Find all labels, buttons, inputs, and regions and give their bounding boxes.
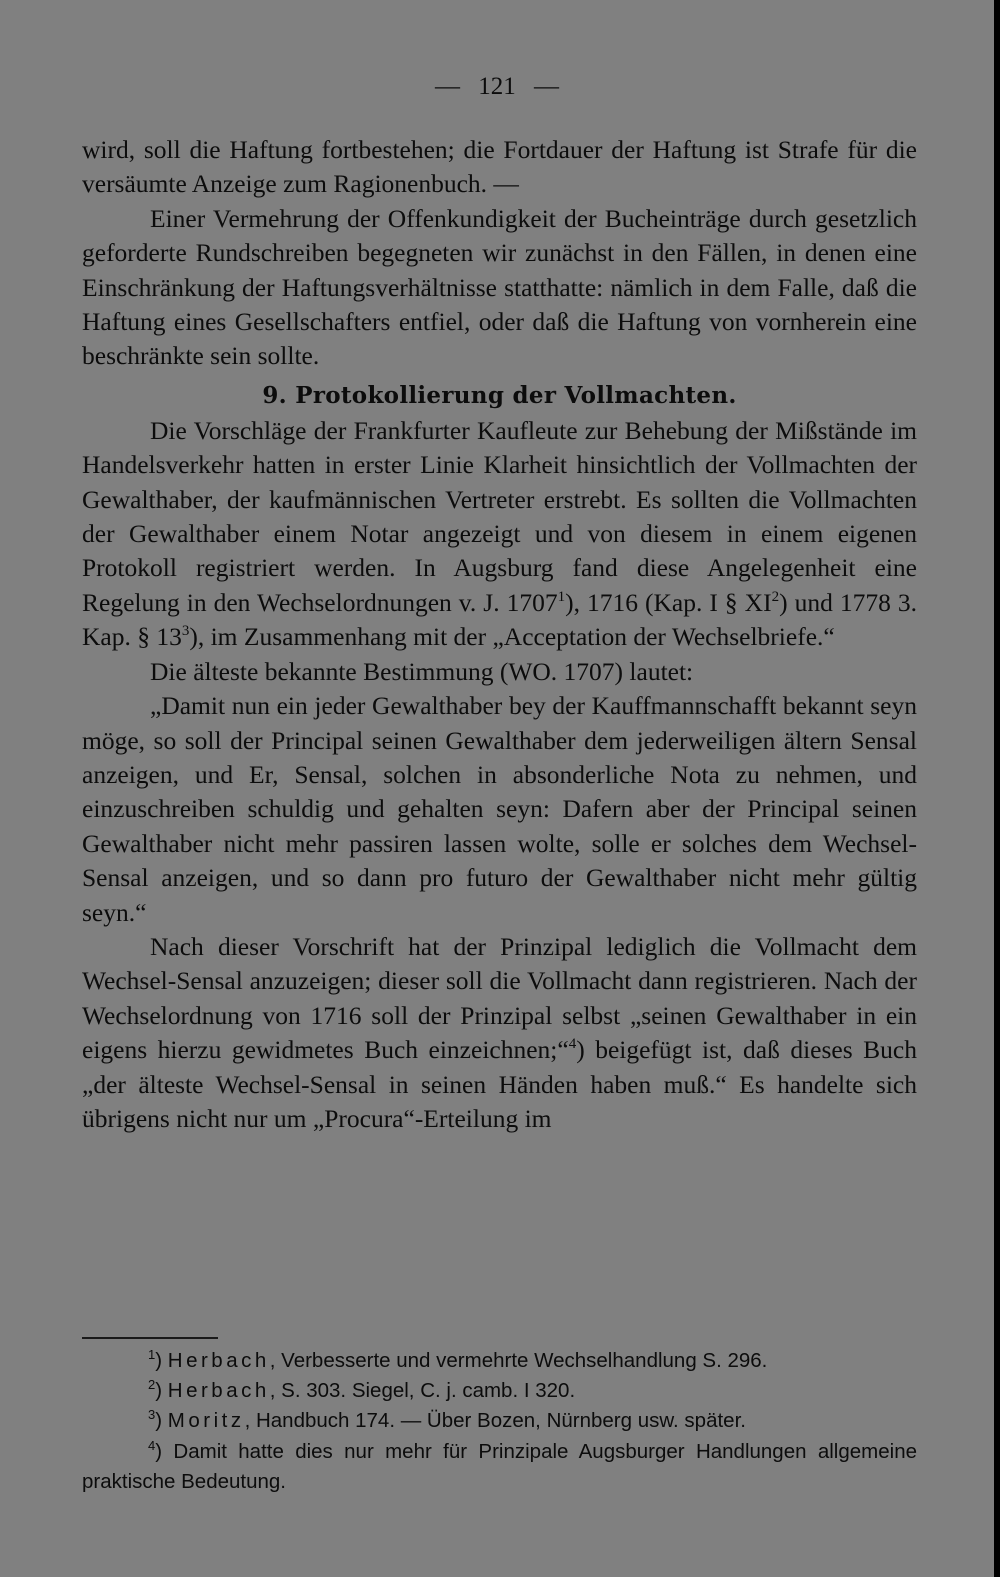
paragraph-aelteste-bestimmung: Die älteste bekannte Bestimmung (WO. 1707) lautet:: [150, 656, 694, 686]
quotation-wechselordnung: „Damit nun ein jeder Gewalthaber bey der Kauffmannschafft bekannt seyn möge, so soll der Principal seinen Gewalthaber dem jederweiligen ältern Sensal anzeigen, und Er, Sensal, solchen in absonderliche Nota zu nehmen, und einzuschreiben schuldig und gehalten seyn: Dafern aber der Principal seinen Gewalthaber nicht mehr passiren lassen wolte, solle er solches dem Wechsel-Sensal anzeigen, und so dann pro futuro der Gewalthaber nicht mehr gültig seyn.“: [82, 691, 917, 927]
footnote-number: 1: [148, 1347, 156, 1362]
footnote-ref: 3: [181, 623, 190, 640]
paragraph-text: Nach dieser Vorschrift hat der Prinzipal lediglich die Vollmacht dem Wechsel-Sensal anzuzeigen; dieser soll die Vollmacht dann registrieren. Nach der Wechselordnung von 1716 soll der Prinzipal selbst „seinen Gewalthaber in ein eigens hierzu gewidmetes Buch einzeichnen;“: [82, 931, 917, 1065]
page-number: — 121 —: [435, 73, 559, 100]
footnote-author: Herbach: [167, 1379, 270, 1403]
footnote-ref: 4: [568, 1036, 577, 1053]
footnote-ref: 2: [771, 588, 780, 605]
section-heading: 9. Protokollierung der Vollmachten.: [262, 381, 737, 409]
footnote-ref: 1: [557, 588, 566, 605]
paragraph-text: ) beigefügt ist, daß dieses Buch „der älteste Wechsel-Sensal in seinen Händen haben muß.“ Es handelte sich übrigens nicht nur um „Procura“-Erteilung im: [82, 1035, 917, 1133]
footnote-text: , Handbuch 174. — Über Bozen, Nürnberg usw. später.: [244, 1409, 746, 1433]
paragraph-frankfurter-vorschlaege: [82, 414, 917, 655]
paragraph-rundschreiben: Einer Vermehrung der Offenkundigkeit der Bucheinträge durch gesetzlich geforderte Rundschreiben begegneten wir zunächst in den Fällen, in denen eine Einschränkung der Haftungsverhältnisse statthatte: nämlich in dem Falle, daß die Haftung eines Gesellschafters entfiel, oder daß die Haftung von vornherein eine beschränkte sein sollte.: [82, 203, 917, 371]
footnote-item: $^4$) Damit hatte dies nur mehr für Prinzipale Augsburger Handlungen allgemeine praktische Bedeutung.: [82, 1437, 917, 1493]
footnote-author: Moritz: [167, 1409, 245, 1433]
footnote-number: 2: [148, 1377, 156, 1393]
footnote-item: $^1$) Herbach, Verbesserte und vermehrte Wechselhandlung S. 296.: [148, 1347, 768, 1372]
paragraph-text: ), 1716 (Kap. I § XI: [565, 587, 772, 617]
footnote-text: , Verbesserte und vermehrte Wechselhandlung S. 296.: [269, 1349, 768, 1372]
paragraph-continuation: wird, soll die Haftung fortbestehen; die Fortdauer der Haftung ist Strafe für die versäumte Anzeige zum Ragionenbuch. —: [82, 135, 917, 199]
footnotes: [82, 1346, 917, 1497]
footnote-divider: [82, 1337, 218, 1339]
paragraph-text: ), im Zusammenhang mit der „Acceptation der Wechselbriefe.“: [189, 622, 835, 652]
footnote-item: $^2$) Herbach, S. 303. Siegel, C. j. camb. I 320.: [148, 1377, 576, 1403]
footnote-text: , S. 303. Siegel, C. j. camb. I 320.: [269, 1379, 576, 1403]
footnote-item: $^3$) Moritz, Handbuch 174. — Über Bozen, Nürnberg usw. später.: [148, 1407, 746, 1433]
paragraph-text: Die Vorschläge der Frankfurter Kaufleute zur Behebung der Mißstände im Handelsverkehr hatten in erster Linie Klarheit hinsichtlich der Vollmachten der Gewalthaber, der kaufmännischen Vertreter erstrebt. Es sollten die Vollmachten der Gewalthaber einem Notar angezeigt und von diesem in einem eigenen Protokoll registriert werden. In Augsburg fand diese Angelegenheit eine Regelung in den Wechselordnungen v. J. 1707: [82, 415, 917, 617]
paragraph-vorschrift: [82, 930, 917, 1136]
footnote-number: 4: [148, 1437, 156, 1453]
paragraph-text: ) und 1778 3. Kap. § 13: [82, 587, 917, 652]
footnote-number: 3: [148, 1407, 156, 1423]
footnote-text: Damit hatte dies nur mehr für Prinzipale Augsburger Handlungen allgemeine praktische Bedeutung.: [82, 1439, 917, 1493]
main-text: [82, 133, 917, 1136]
footnote-author: Herbach: [167, 1349, 270, 1372]
